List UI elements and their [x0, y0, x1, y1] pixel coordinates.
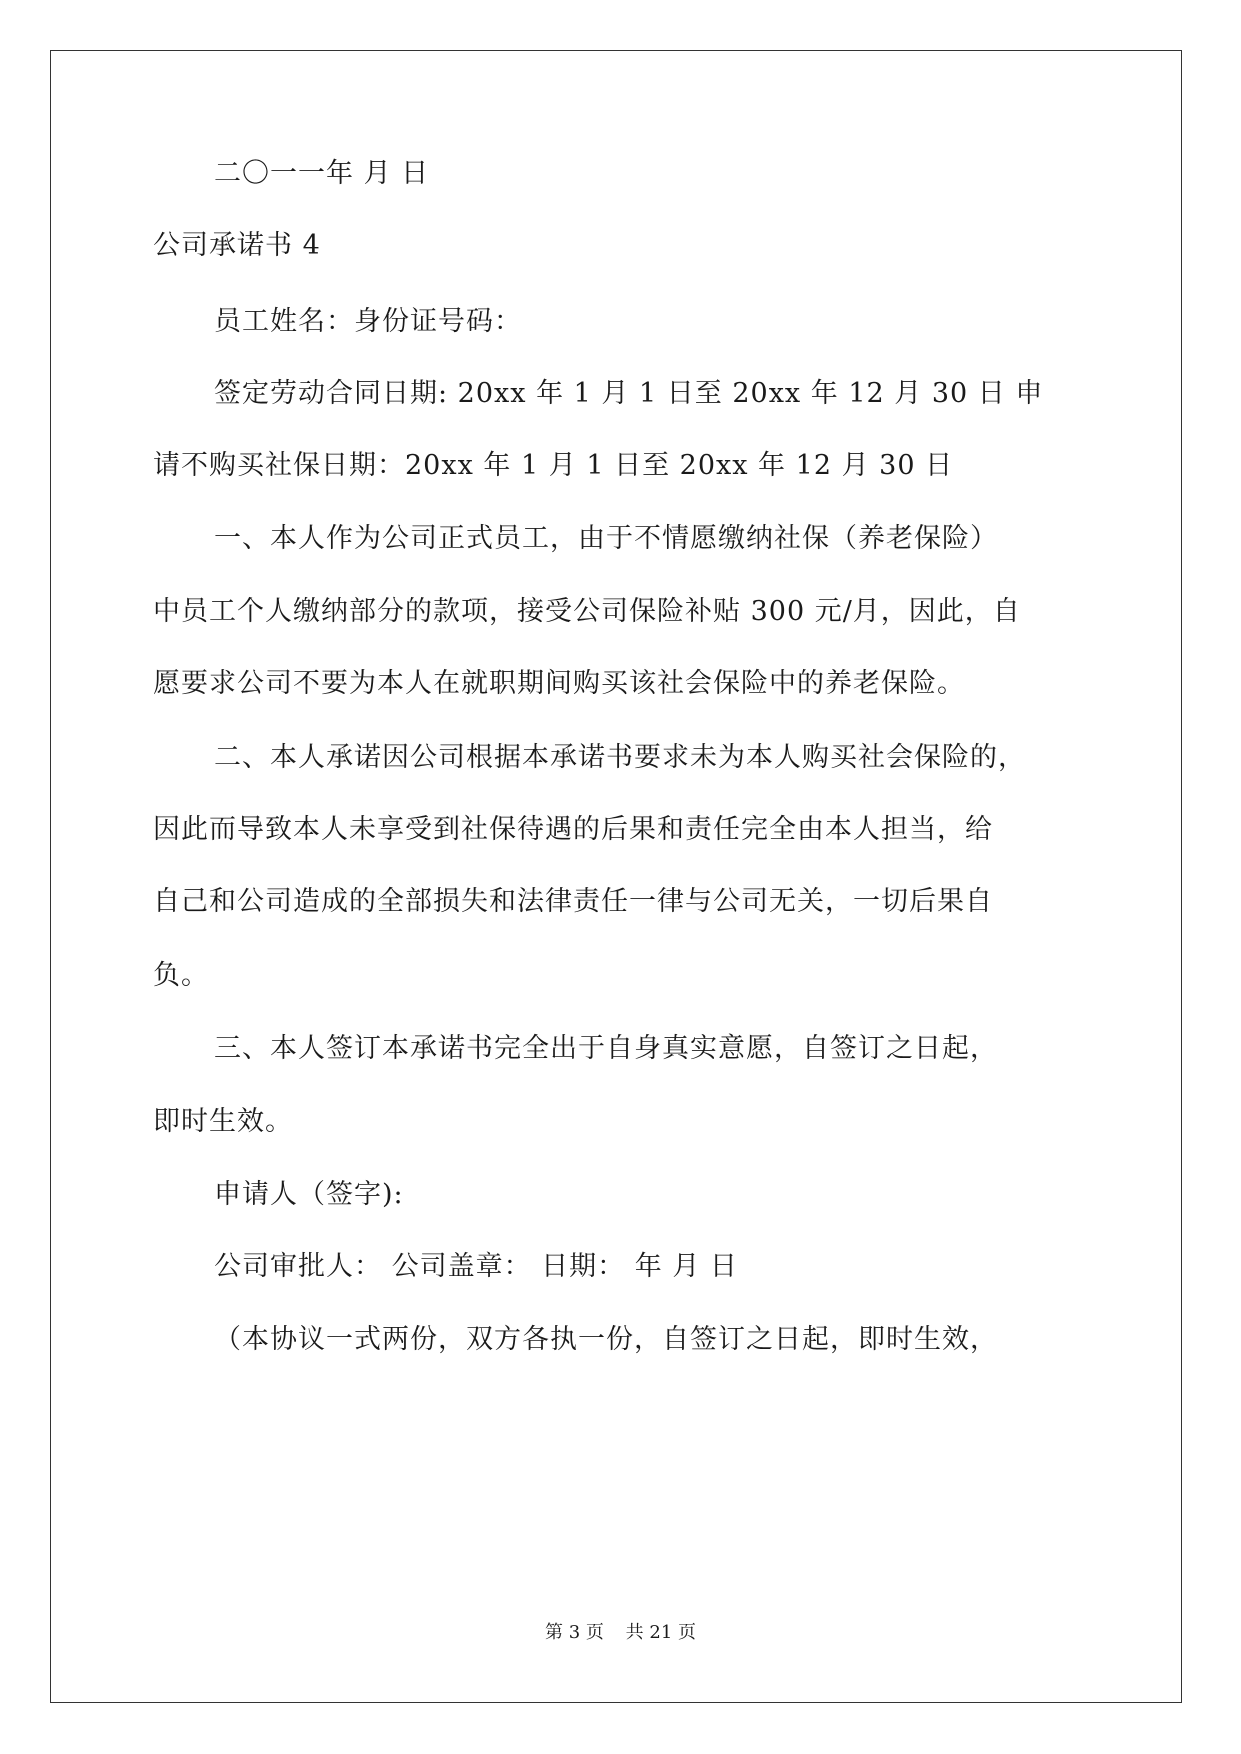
clause-3-line-2: 即时生效。 [153, 1106, 293, 1137]
clause-2-line-3: 自己和公司造成的全部损失和法律责任一律与公司无关，一切后果自 [153, 886, 993, 917]
page-number: 第 3 页 [545, 1622, 604, 1643]
clause-3-line-1: 三、本人签订本承诺书完全出于自身真实意愿，自签订之日起， [214, 1033, 998, 1064]
date-line: 二〇一一年 月 日 [214, 158, 430, 189]
clause-1-line-1: 一、本人作为公司正式员工，由于不情愿缴纳社保（养老保险） [214, 523, 998, 554]
page-total: 共 21 页 [625, 1622, 696, 1643]
clause-1-line-3: 愿要求公司不要为本人在就职期间购买该社会保险中的养老保险。 [153, 668, 965, 699]
clause-2-line-4: 负。 [153, 960, 209, 991]
page-footer [0, 1621, 1241, 1645]
applicant-signature-line: 申请人（签字): [214, 1179, 404, 1210]
contract-date-line: 签定劳动合同日期: 20xx 年 1 月 1 日至 20xx 年 12 月 30 日 申 [214, 378, 1044, 409]
agreement-note-line: （本协议一式两份，双方各执一份，自签订之日起，即时生效， [214, 1324, 998, 1355]
clause-2-line-1: 二、本人承诺因公司根据本承诺书要求未为本人购买社会保险的， [214, 742, 1026, 773]
section-title: 公司承诺书 4 [153, 230, 321, 261]
clause-2-line-2: 因此而导致本人未享受到社保待遇的后果和责任完全由本人担当，给 [153, 814, 993, 845]
clause-1-line-2: 中员工个人缴纳部分的款项，接受公司保险补贴 300 元/月，因此，自 [153, 596, 1021, 627]
page-border [50, 50, 1182, 1703]
no-insurance-date-line: 请不购买社保日期：20xx 年 1 月 1 日至 20xx 年 12 月 30 日 [153, 450, 954, 481]
employee-info-line: 员工姓名：身份证号码： [214, 306, 522, 337]
approval-line: 公司审批人： 公司盖章： 日期： 年 月 日 [214, 1251, 738, 1282]
